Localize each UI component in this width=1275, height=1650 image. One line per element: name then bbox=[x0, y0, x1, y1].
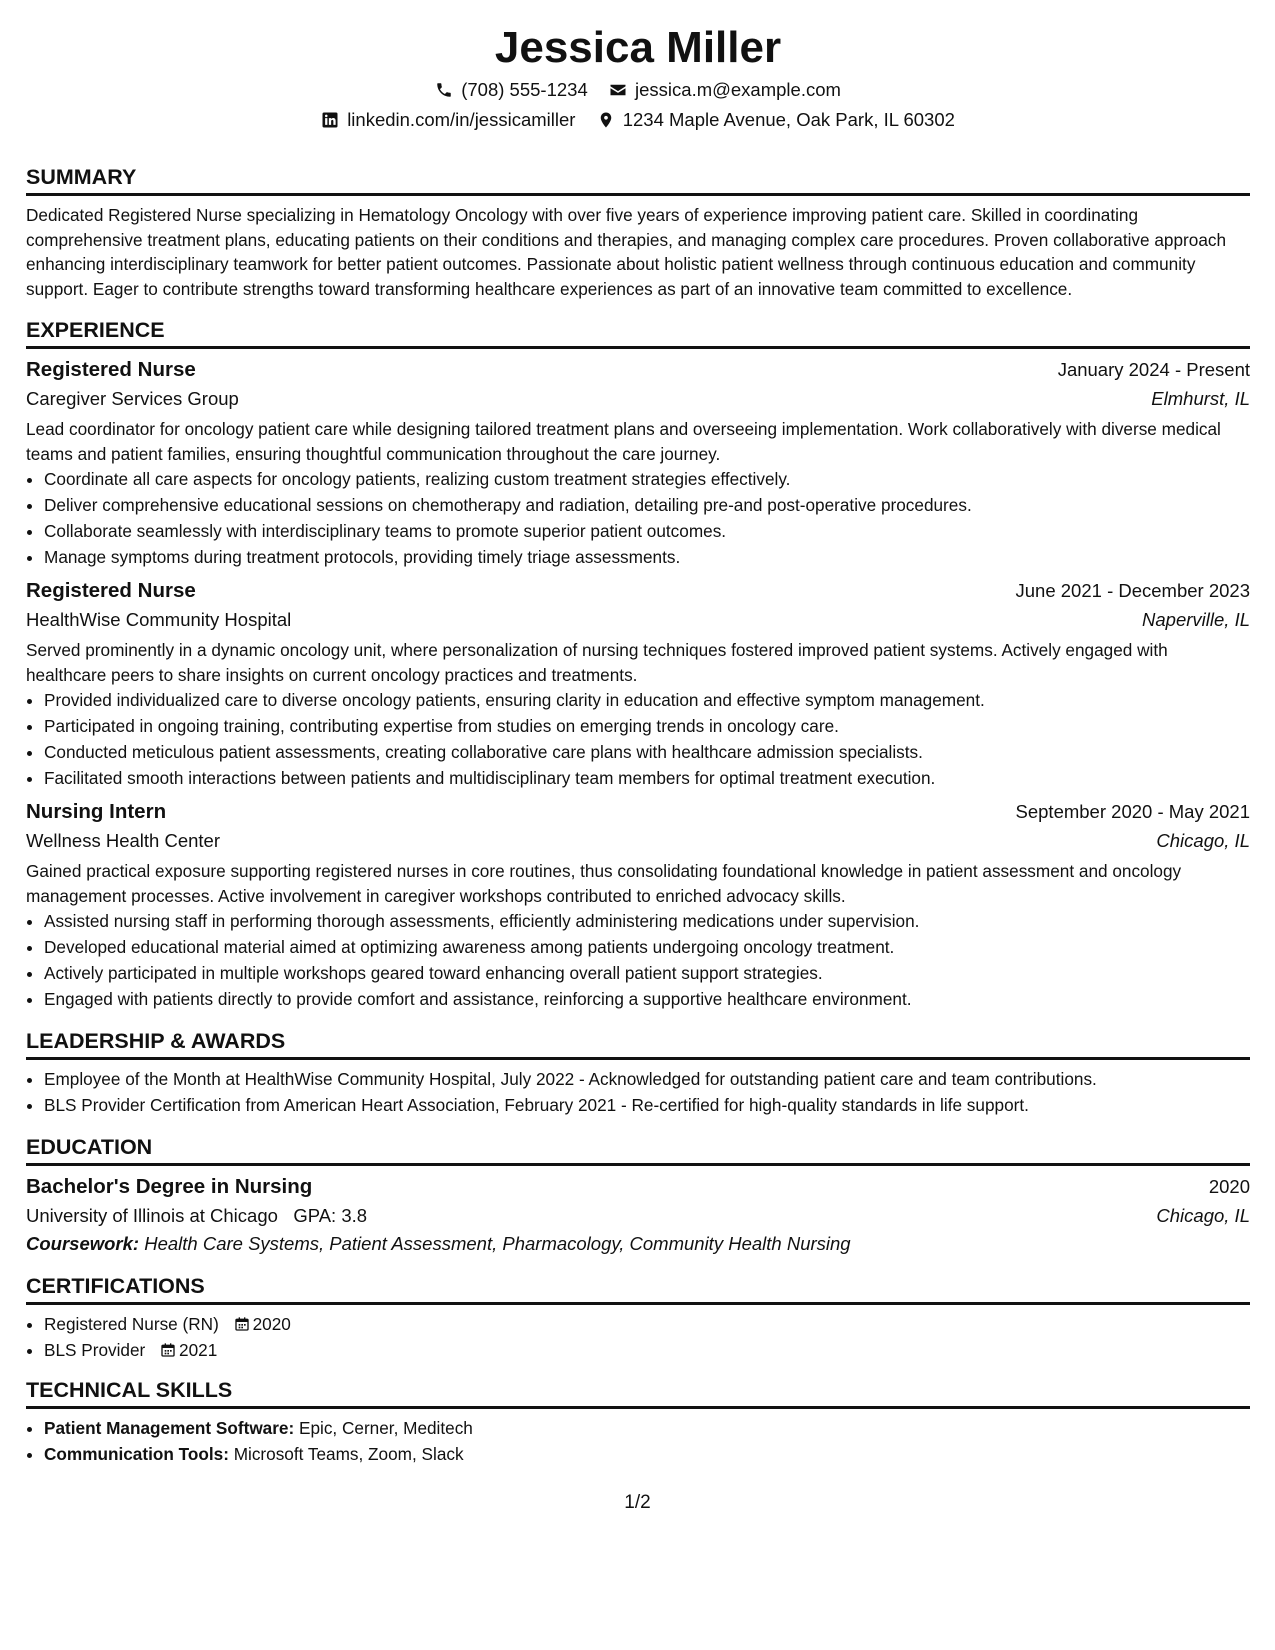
summary-heading: SUMMARY bbox=[26, 164, 1250, 196]
list-item bbox=[44, 1311, 1250, 1337]
cert-year: 2020 bbox=[252, 1314, 291, 1334]
calendar-icon bbox=[160, 1342, 176, 1358]
list-item bbox=[44, 1441, 1250, 1467]
list-item: • Manage symptoms during treatment protocols, providing timely triage assessments. bbox=[44, 544, 1250, 570]
leadership-list bbox=[26, 1066, 1250, 1118]
linkedin-icon bbox=[321, 111, 339, 129]
skill-label: Communication Tools: bbox=[44, 1444, 229, 1464]
job-dates: January 2024 - Present bbox=[1057, 359, 1250, 380]
list-item: • Actively participated in multiple workshops geared toward enhancing overall patient support strategies. bbox=[44, 960, 1250, 986]
phone-item bbox=[435, 75, 588, 105]
leadership-heading: LEADERSHIP & AWARDS bbox=[26, 1028, 1250, 1060]
skills-list bbox=[26, 1415, 1250, 1467]
linkedin-item[interactable] bbox=[321, 105, 575, 135]
school-line bbox=[26, 1205, 367, 1227]
job-location: Elmhurst, IL bbox=[1151, 388, 1250, 409]
job-org: Wellness Health Center bbox=[26, 830, 220, 851]
list-item: • Provided individualized care to diverse oncology patients, ensuring clarity in education and effective symptom management. bbox=[44, 687, 1250, 713]
list-item: • Facilitated smooth interactions between patients and multidisciplinary team members for optimal treatment execution. bbox=[44, 765, 1250, 791]
list-item: • Employee of the Month at HealthWise Community Hospital, July 2022 - Acknowledged for outstanding patient care and team contributions. bbox=[44, 1066, 1250, 1092]
coursework-line bbox=[26, 1233, 1250, 1255]
skill-label: Patient Management Software: bbox=[44, 1418, 295, 1438]
job-title: Registered Nurse bbox=[26, 579, 196, 602]
job-dates: June 2021 - December 2023 bbox=[1015, 580, 1250, 601]
cert-date bbox=[234, 1311, 291, 1337]
list-item: • Developed educational material aimed at optimizing awareness among patients undergoing oncology treatment. bbox=[44, 934, 1250, 960]
graduation-year: 2020 bbox=[1208, 1176, 1250, 1197]
job-bullets bbox=[26, 908, 1250, 1012]
contact-row-2 bbox=[26, 104, 1250, 134]
cert-year: 2021 bbox=[179, 1340, 218, 1360]
coursework-text: Health Care Systems, Patient Assessment, Pharmacology, Community Health Nursing bbox=[144, 1233, 851, 1254]
contact-row-1 bbox=[26, 74, 1250, 104]
job-title: Nursing Intern bbox=[26, 800, 167, 823]
linkedin-text[interactable]: linkedin.com/in/jessicamiller bbox=[347, 109, 576, 131]
job-org: HealthWise Community Hospital bbox=[26, 609, 292, 630]
page-number: 1/2 bbox=[624, 1492, 651, 1513]
list-item: • Collaborate seamlessly with interdisciplinary teams to promote superior patient outcomes. bbox=[44, 518, 1250, 544]
skills-heading: TECHNICAL SKILLS bbox=[26, 1377, 1250, 1409]
list-item: • Deliver comprehensive educational sessions on chemotherapy and radiation, detailing pre-and post-operative procedures. bbox=[44, 492, 1250, 518]
candidate-name: Jessica Miller bbox=[494, 23, 782, 72]
phone-icon bbox=[435, 81, 453, 99]
list-item bbox=[44, 1415, 1250, 1441]
certifications-heading: CERTIFICATIONS bbox=[26, 1273, 1250, 1305]
job-description: Lead coordinator for oncology patient care while designing tailored treatment plans and overseeing implementation. Work collaboratively with diverse medical teams and patient families, ensuring thoughtful communication throughout the care journey. bbox=[26, 419, 1221, 464]
degree-title: Bachelor's Degree in Nursing bbox=[26, 1175, 313, 1198]
job-org: Caregiver Services Group bbox=[26, 388, 239, 409]
job-location: Chicago, IL bbox=[1156, 830, 1250, 851]
resume-page bbox=[26, 0, 1250, 1467]
cert-name: Registered Nurse (RN) bbox=[44, 1314, 219, 1334]
certifications-list bbox=[26, 1311, 1250, 1363]
education-entry bbox=[26, 1175, 1250, 1255]
summary-text: Dedicated Registered Nurse specializing in Hematology Oncology with over five years of experience improving patient care. Skilled in coordinating comprehensive treatment plans, educating patients on their conditions and therapies, and managing complex care procedures. Proven collaborative approach enhancing interdisciplinary teamwork for better patient outcomes. Passionate about holistic patient wellness through continuous education and community support. Eager to contribute strengths toward transforming healthcare experiences as part of an innovative team committed to excellence. bbox=[26, 205, 1227, 299]
school-name: University of Illinois at Chicago bbox=[26, 1205, 278, 1226]
experience-heading: EXPERIENCE bbox=[26, 317, 1250, 349]
skill-value: Microsoft Teams, Zoom, Slack bbox=[233, 1444, 464, 1464]
job-bullets bbox=[26, 687, 1250, 791]
school-location: Chicago, IL bbox=[1156, 1205, 1250, 1226]
map-pin-icon bbox=[597, 111, 615, 129]
list-item: • Coordinate all care aspects for oncology patients, realizing custom treatment strategies effectively. bbox=[44, 466, 1250, 492]
cert-name: BLS Provider bbox=[44, 1340, 146, 1360]
job-description: Served prominently in a dynamic oncology unit, where personalization of nursing techniques fostered improved patient systems. Actively engaged with healthcare peers to share insights on current oncology practices and treatments. bbox=[26, 640, 1168, 685]
job-dates: September 2020 - May 2021 bbox=[1015, 801, 1250, 822]
list-item: • Engaged with patients directly to provide comfort and assistance, reinforcing a supportive healthcare environment. bbox=[44, 986, 1250, 1012]
coursework-label: Coursework: bbox=[26, 1233, 140, 1254]
job-entry-3 bbox=[26, 800, 1250, 1012]
skill-value: Epic, Cerner, Meditech bbox=[299, 1418, 473, 1438]
list-item: • BLS Provider Certification from American Heart Association, February 2021 - Re-certified for high-quality standards in life support. bbox=[44, 1092, 1250, 1118]
job-description: Gained practical exposure supporting registered nurses in core routines, thus consolidating foundational knowledge in patient assessment and oncology management processes. Active involvement in caregiver workshops contributed to enriched advocacy skills. bbox=[26, 861, 1182, 906]
phone-text: (708) 555-1234 bbox=[461, 79, 588, 101]
cert-date bbox=[160, 1337, 217, 1363]
email-item[interactable] bbox=[609, 75, 841, 105]
list-item: • Conducted meticulous patient assessments, creating collaborative care plans with healthcare admission specialists. bbox=[44, 739, 1250, 765]
job-entry-1 bbox=[26, 358, 1250, 570]
email-text[interactable]: jessica.m@example.com bbox=[635, 79, 841, 101]
gpa: GPA: 3.8 bbox=[293, 1205, 368, 1226]
address-item bbox=[597, 105, 955, 135]
job-entry-2 bbox=[26, 579, 1250, 791]
list-item: • Participated in ongoing training, contributing expertise from studies on emerging trends in oncology care. bbox=[44, 713, 1250, 739]
calendar-icon bbox=[234, 1316, 250, 1332]
address-text: 1234 Maple Avenue, Oak Park, IL 60302 bbox=[622, 109, 955, 131]
list-item bbox=[44, 1337, 1250, 1363]
job-location: Naperville, IL bbox=[1142, 609, 1250, 630]
job-bullets bbox=[26, 466, 1250, 570]
list-item: • Assisted nursing staff in performing thorough assessments, efficiently administering medications under supervision. bbox=[44, 908, 1250, 934]
envelope-icon bbox=[609, 81, 627, 99]
job-title: Registered Nurse bbox=[26, 358, 196, 381]
education-heading: EDUCATION bbox=[26, 1134, 1250, 1166]
